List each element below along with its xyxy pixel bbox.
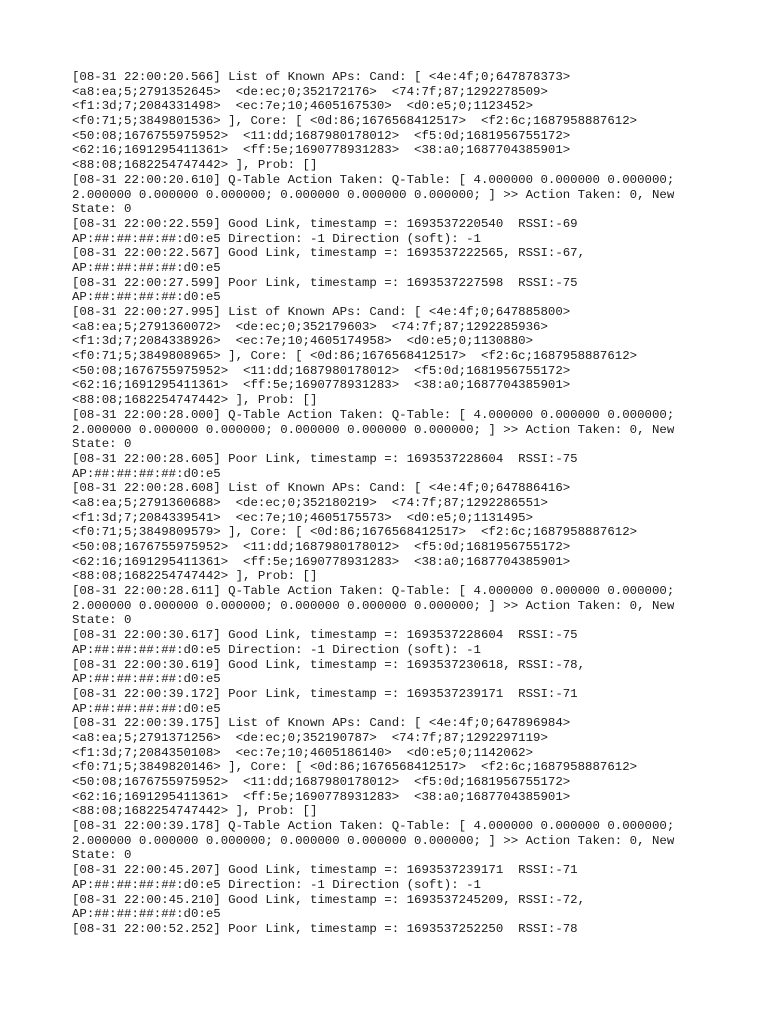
log-line: AP:##:##:##:##:d0:e5 Direction: -1 Direction (soft): -1 xyxy=(72,642,481,657)
log-line: <88:08;1682254747442> ], Prob: [] xyxy=(72,158,318,173)
log-line: <f0:71;5;3849820146> ], Core: [ <0d:86;1676568412517> <f2:6c;1687958887612> xyxy=(72,760,638,775)
log-line: <f1:3d;7;2084338926> <ec:7e;10;4605174958> <d0:e5;0;1130880> xyxy=(72,334,534,349)
log-line: [08-31 22:00:28.611] Q-Table Action Taken: Q-Table: [ 4.000000 0.000000 0.000000; xyxy=(72,584,675,599)
log-line: [08-31 22:00:20.566] List of Known APs: Cand: [ <4e:4f;0;647878373> xyxy=(72,70,571,84)
log-line: <f1:3d;7;2084339541> <ec:7e;10;4605175573> <d0:e5;0;1131495> xyxy=(72,510,534,525)
log-line: [08-31 22:00:45.207] Good Link, timestamp =: 1693537239171 RSSI:-71 xyxy=(72,863,578,878)
log-line: <50:08;1676755975952> <11:dd;1687980178012> <f5:0d;1681956755172> xyxy=(72,540,571,554)
log-line: [08-31 22:00:30.617] Good Link, timestamp =: 1693537228604 RSSI:-75 xyxy=(72,628,578,643)
log-line: State: 0 xyxy=(72,202,132,217)
log-line: <88:08;1682254747442> ], Prob: [] xyxy=(72,569,318,584)
log-line: <50:08;1676755975952> <11:dd;1687980178012> <f5:0d;1681956755172> xyxy=(72,128,571,143)
log-line: AP:##:##:##:##:d0:e5 xyxy=(72,907,221,922)
log-line: 2.000000 0.000000 0.000000; 0.000000 0.000000 0.000000; ] >> Action Taken: 0, New xyxy=(72,833,675,848)
log-line: State: 0 xyxy=(72,613,132,628)
log-line: [08-31 22:00:28.000] Q-Table Action Taken: Q-Table: [ 4.000000 0.000000 0.000000; xyxy=(72,407,675,422)
log-line: [08-31 22:00:28.605] Poor Link, timestamp =: 1693537228604 RSSI:-75 xyxy=(72,451,578,466)
log-line: <f0:71;5;3849801536> ], Core: [ <0d:86;1676568412517> <f2:6c;1687958887612> xyxy=(72,114,638,129)
log-line: State: 0 xyxy=(72,437,132,452)
log-line: <f0:71;5;3849808965> ], Core: [ <0d:86;1676568412517> <f2:6c;1687958887612> xyxy=(72,349,638,364)
log-line: AP:##:##:##:##:d0:e5 xyxy=(72,701,221,716)
log-line: AP:##:##:##:##:d0:e5 xyxy=(72,290,221,305)
log-document xyxy=(72,70,712,951)
log-line: <62:16;1691295411361> <ff:5e;1690778931283> <38:a0;1687704385901> xyxy=(72,554,571,569)
log-line: [08-31 22:00:20.610] Q-Table Action Taken: Q-Table: [ 4.000000 0.000000 0.000000; xyxy=(72,172,675,187)
log-line: <50:08;1676755975952> <11:dd;1687980178012> <f5:0d;1681956755172> xyxy=(72,363,571,378)
log-line: 2.000000 0.000000 0.000000; 0.000000 0.000000 0.000000; ] >> Action Taken: 0, New xyxy=(72,422,675,437)
log-line: [08-31 22:00:52.252] Poor Link, timestamp =: 1693537252250 RSSI:-78 xyxy=(72,921,578,936)
log-line: <88:08;1682254747442> ], Prob: [] xyxy=(72,804,318,819)
log-line: [08-31 22:00:45.210] Good Link, timestamp =: 1693537245209, RSSI:-72, xyxy=(72,892,586,907)
log-line: [08-31 22:00:39.175] List of Known APs: Cand: [ <4e:4f;0;647896984> xyxy=(72,716,571,731)
log-line: <50:08;1676755975952> <11:dd;1687980178012> <f5:0d;1681956755172> xyxy=(72,775,571,789)
log-line: <88:08;1682254747442> ], Prob: [] xyxy=(72,393,318,408)
log-line: [08-31 22:00:39.172] Poor Link, timestamp =: 1693537239171 RSSI:-71 xyxy=(72,686,578,701)
log-line: [08-31 22:00:39.178] Q-Table Action Taken: Q-Table: [ 4.000000 0.000000 0.000000; xyxy=(72,819,675,834)
log-line: AP:##:##:##:##:d0:e5 xyxy=(72,672,221,687)
log-line: <f0:71;5;3849809579> ], Core: [ <0d:86;1676568412517> <f2:6c;1687958887612> xyxy=(72,525,638,540)
log-line: State: 0 xyxy=(72,848,132,863)
log-line: <62:16;1691295411361> <ff:5e;1690778931283> <38:a0;1687704385901> xyxy=(72,789,571,804)
log-line: <a8:ea;5;2791371256> <de:ec;0;352190787> <74:7f;87;1292297119> xyxy=(72,730,548,745)
log-line: [08-31 22:00:27.599] Poor Link, timestamp =: 1693537227598 RSSI:-75 xyxy=(72,275,578,290)
log-line: <62:16;1691295411361> <ff:5e;1690778931283> <38:a0;1687704385901> xyxy=(72,143,571,158)
log-line: <a8:ea;5;2791360688> <de:ec;0;352180219> <74:7f;87;1292286551> xyxy=(72,495,548,510)
log-line: [08-31 22:00:30.619] Good Link, timestamp =: 1693537230618, RSSI:-78, xyxy=(72,657,586,672)
log-line: [08-31 22:00:22.567] Good Link, timestamp =: 1693537222565, RSSI:-67, xyxy=(72,246,586,261)
log-line: AP:##:##:##:##:d0:e5 Direction: -1 Direction (soft): -1 xyxy=(72,231,481,246)
log-line: 2.000000 0.000000 0.000000; 0.000000 0.000000 0.000000; ] >> Action Taken: 0, New xyxy=(72,187,675,202)
log-line: [08-31 22:00:27.995] List of Known APs: Cand: [ <4e:4f;0;647885800> xyxy=(72,305,571,319)
log-line: AP:##:##:##:##:d0:e5 xyxy=(72,260,221,275)
log-line: AP:##:##:##:##:d0:e5 Direction: -1 Direction (soft): -1 xyxy=(72,877,481,892)
log-line: <a8:ea;5;2791352645> <de:ec;0;352172176> <74:7f;87;1292278509> xyxy=(72,84,548,99)
log-line: <a8:ea;5;2791360072> <de:ec;0;352179603> <74:7f;87;1292285936> xyxy=(72,319,548,334)
log-line: 2.000000 0.000000 0.000000; 0.000000 0.000000 0.000000; ] >> Action Taken: 0, New xyxy=(72,598,675,613)
log-line: <f1:3d;7;2084350108> <ec:7e;10;4605186140> <d0:e5;0;1142062> xyxy=(72,745,534,760)
log-line: <62:16;1691295411361> <ff:5e;1690778931283> <38:a0;1687704385901> xyxy=(72,378,571,393)
log-line: AP:##:##:##:##:d0:e5 xyxy=(72,466,221,481)
log-line: <f1:3d;7;2084331498> <ec:7e;10;4605167530> <d0:e5;0;1123452> xyxy=(72,99,534,114)
log-line: [08-31 22:00:22.559] Good Link, timestamp =: 1693537220540 RSSI:-69 xyxy=(72,216,578,231)
log-line: [08-31 22:00:28.608] List of Known APs: Cand: [ <4e:4f;0;647886416> xyxy=(72,481,571,496)
log-line xyxy=(72,937,712,952)
